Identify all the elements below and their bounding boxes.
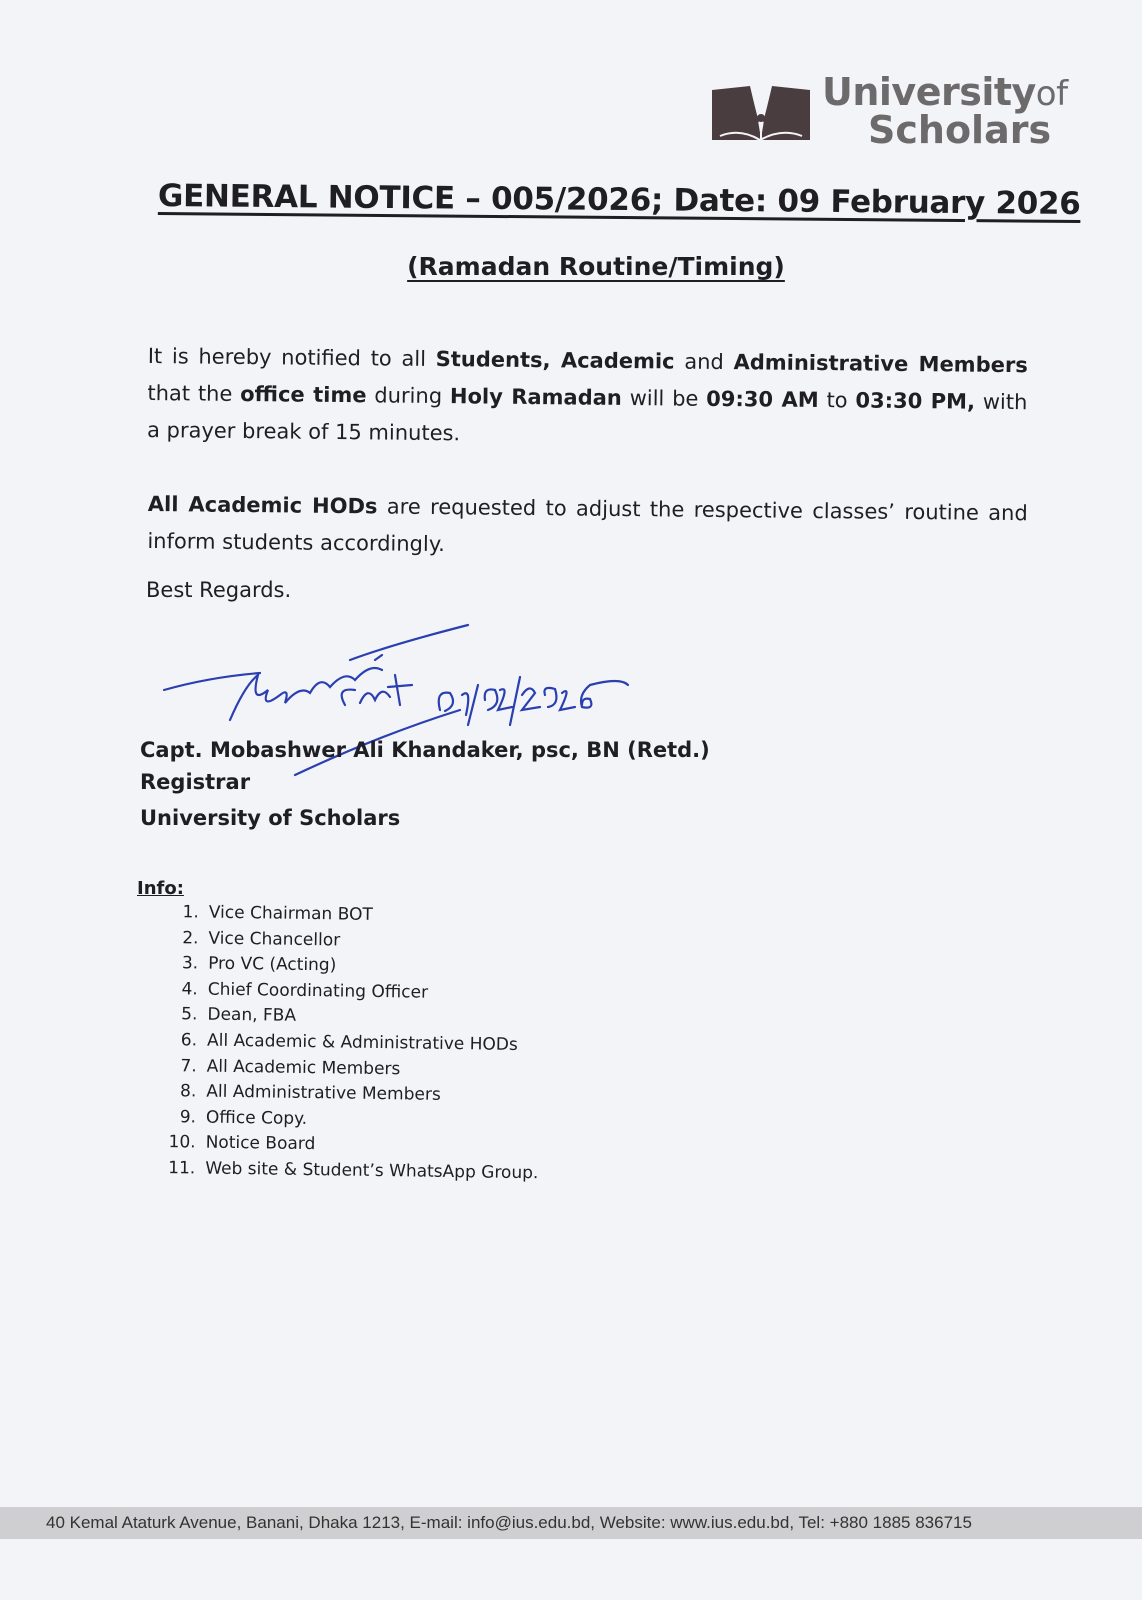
bold-text: All Academic HODs [147,491,378,519]
text: that the [147,380,241,406]
list-number: 10. [168,1132,196,1153]
list-text: Web site & Student’s WhatsApp Group. [205,1158,539,1184]
list-number: 11. [168,1158,196,1179]
list-text: Pro VC (Acting) [208,953,337,976]
info-heading: Info: [137,878,184,899]
closing-regards: Best Regards. [146,578,292,602]
text: during [366,383,451,409]
notice-paragraph-1 [147,338,1028,458]
bold-text: Administrative Members [733,350,1028,378]
text: It is hereby notified to all [147,343,436,372]
bold-text: office time [240,381,367,408]
list-text: Office Copy. [205,1107,308,1129]
list-item [161,1158,538,1189]
open-book-pen-icon [710,82,812,146]
bold-text: 09:30 AM [706,386,819,413]
notice-subtitle: (Ramadan Routine/Timing) [407,252,785,281]
notice-title: GENERAL NOTICE – 005/2026; Date: 09 February 2026 [157,178,1081,223]
distribution-list [161,902,542,1189]
list-text: Notice Board [205,1132,316,1155]
list-number: 9. [179,1106,197,1128]
bold-text: Holy Ramadan [449,384,622,410]
text: with a prayer break of 15 minutes. [146,389,1028,446]
logo-text-scholars: Scholars [868,108,1052,152]
list-text: All Administrative Members [206,1081,441,1106]
footer-address-bar: 40 Kemal Ataturk Avenue, Banani, Dhaka 1213, E-mail: info@ius.edu.bd, Website: www.ius.edu.bd, Tel: +880 1885 836715 [0,1507,1142,1539]
logo-text-university: University [822,70,1036,114]
list-number: 2. [182,927,199,949]
list-text: Vice Chairman BOT [208,902,373,925]
notice-paragraph-2 [147,486,1028,569]
list-number: 8. [179,1081,197,1102]
list-number: 1. [182,902,199,923]
list-text: Chief Coordinating Officer [207,979,429,1003]
signatory-name: Capt. Mobashwer Ali Khandaker, psc, BN (Retd.) [140,738,710,762]
list-text: Dean, FBA [207,1004,297,1027]
signatory-organization: University of Scholars [140,806,401,830]
list-number: 7. [180,1055,197,1077]
list-number: 3. [181,953,199,974]
signatory-role: Registrar [140,770,251,794]
text: are requested to adjust the respective classes’ routine and inform students accordingly. [147,494,1028,557]
list-text: Vice Chancellor [208,928,341,951]
list-number: 6. [180,1030,198,1051]
bold-text: 03:30 PM, [855,388,976,414]
list-text: All Academic & Administrative HODs [206,1030,518,1055]
text: and [674,349,734,375]
bold-text: Students, Academic [435,347,675,374]
university-logo [710,70,1068,152]
list-text: All Academic Members [206,1056,401,1079]
text: to [818,388,856,413]
logo-text-of: of [1035,74,1068,114]
text: will be [621,385,707,411]
list-number: 5. [181,1004,198,1025]
list-number: 4. [181,979,198,1000]
